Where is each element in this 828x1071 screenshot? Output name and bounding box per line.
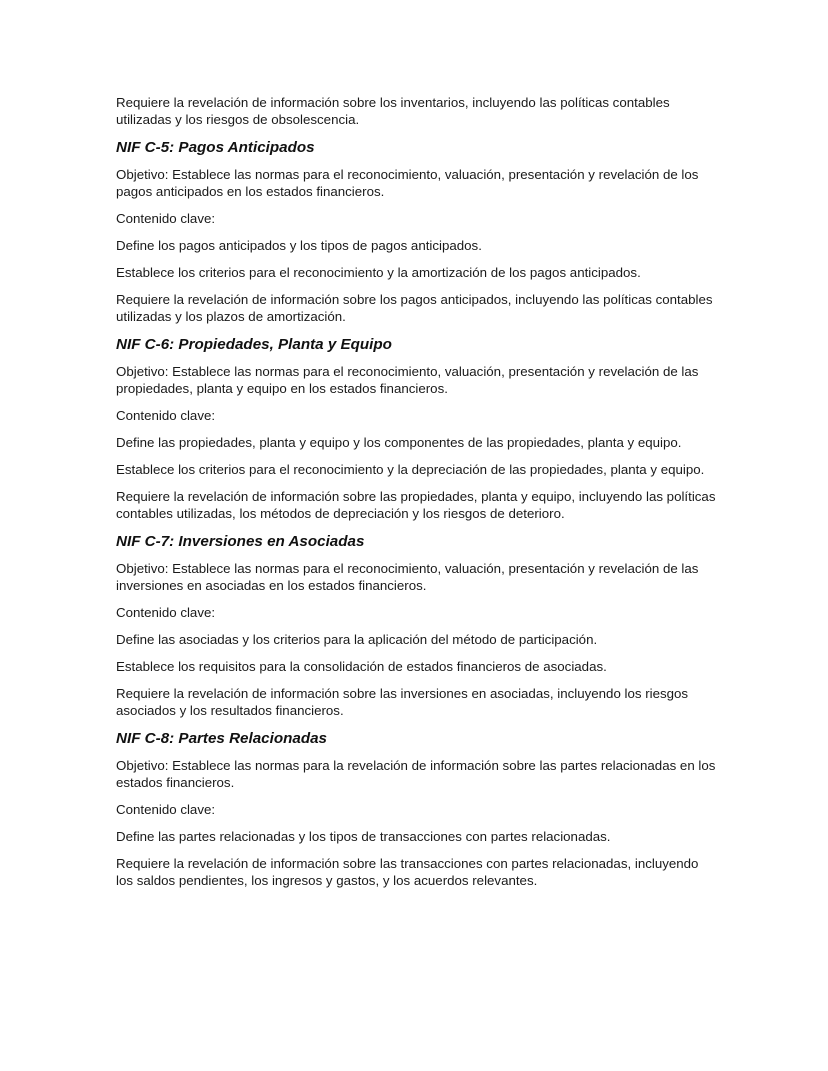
key-point: Requiere la revelación de información sobre las propiedades, planta y equipo, incluyendo las políticas contables utilizadas, los métodos de depreciación y los riesgos de deterioro. xyxy=(116,489,716,521)
key-content-label: Contenido clave: xyxy=(116,605,216,620)
section-nif-c8 xyxy=(116,729,716,889)
key-content-label: Contenido clave: xyxy=(116,408,216,423)
key-point: Establece los criterios para el reconocimiento y la depreciación de las propiedades, planta y equipo. xyxy=(116,462,705,477)
key-point: Requiere la revelación de información sobre las transacciones con partes relacionadas, incluyendo los saldos pendientes, los ingresos y gastos, y los acuerdos relevantes. xyxy=(116,856,699,888)
section-objective: Objetivo: Establece las normas para el reconocimiento, valuación, presentación y revelación de las propiedades, planta y equipo en los estados financieros. xyxy=(116,364,699,396)
key-point: Requiere la revelación de información sobre las inversiones en asociadas, incluyendo los riesgos asociados y los resultados financieros. xyxy=(116,686,689,718)
section-objective: Objetivo: Establece las normas para el reconocimiento, valuación, presentación y revelación de las inversiones en asociadas en los estados financieros. xyxy=(116,561,699,593)
key-point: Define las propiedades, planta y equipo y los componentes de las propiedades, planta y equipo. xyxy=(116,435,682,450)
section-title: NIF C-6: Propiedades, Planta y Equipo xyxy=(116,336,392,353)
key-content-label: Contenido clave: xyxy=(116,802,216,817)
key-point: Establece los requisitos para la consolidación de estados financieros de asociadas. xyxy=(116,659,607,674)
key-point: Define las asociadas y los criterios para la aplicación del método de participación. xyxy=(116,632,598,647)
intro-paragraph: Requiere la revelación de información sobre los inventarios, incluyendo las políticas contables utilizadas y los riesgos de obsolescencia. xyxy=(116,95,670,127)
key-point: Define las partes relacionadas y los tipos de transacciones con partes relacionadas. xyxy=(116,829,611,844)
section-title: NIF C-8: Partes Relacionadas xyxy=(116,730,328,747)
section-nif-c7 xyxy=(116,532,716,719)
key-point: Define los pagos anticipados y los tipos de pagos anticipados. xyxy=(116,238,482,253)
key-point: Requiere la revelación de información sobre los pagos anticipados, incluyendo las políticas contables utilizadas y los plazos de amortización. xyxy=(116,292,713,324)
section-title: NIF C-5: Pagos Anticipados xyxy=(116,139,315,156)
section-objective: Objetivo: Establece las normas para la revelación de información sobre las partes relacionadas en los estados financieros. xyxy=(116,758,716,790)
key-point: Establece los criterios para el reconocimiento y la amortización de los pagos anticipados. xyxy=(116,265,641,280)
section-nif-c6 xyxy=(116,335,716,522)
document-page xyxy=(116,94,716,899)
section-nif-c5 xyxy=(116,138,716,325)
section-objective: Objetivo: Establece las normas para el reconocimiento, valuación, presentación y revelación de los pagos anticipados en los estados financieros. xyxy=(116,167,699,199)
section-title: NIF C-7: Inversiones en Asociadas xyxy=(116,533,365,550)
key-content-label: Contenido clave: xyxy=(116,211,216,226)
